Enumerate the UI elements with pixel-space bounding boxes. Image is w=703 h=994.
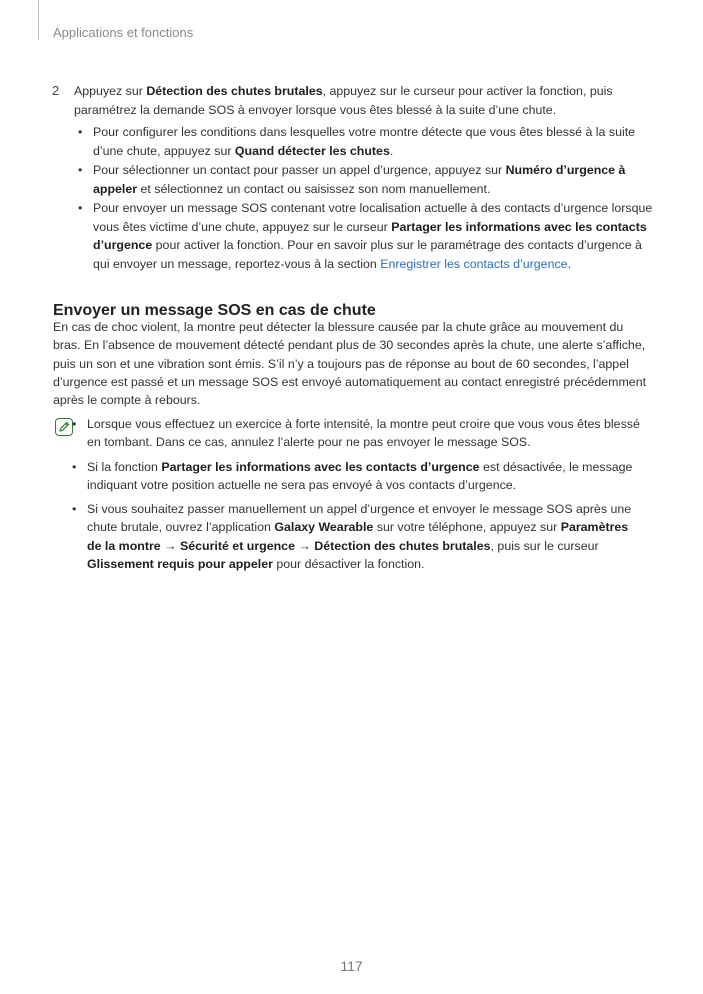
step-bullet-list [74, 123, 657, 273]
text-run: → [294, 538, 315, 553]
note-item [68, 458, 646, 495]
section-header: Applications et fonctions [53, 25, 194, 40]
ui-term: Partager les informations avec les contacts d’urgence [161, 459, 480, 474]
step-instruction [74, 82, 657, 119]
step-number: 2 [52, 83, 60, 98]
text-run: pour désactiver la fonction. [272, 557, 425, 572]
text-run: est désactivée, le message indiquant votre position actuelle ne sera pas envoyé à vos contacts d’urgence. [87, 459, 633, 492]
text-run: . [389, 143, 394, 158]
header-divider [38, 0, 39, 40]
text-run: . [567, 256, 572, 271]
page-number: 117 [340, 958, 363, 974]
text-run: Pour sélectionner un contact pour passer un appel d’urgence, appuyez sur [93, 163, 506, 177]
text-run: Appuyez sur [74, 84, 147, 98]
section-title: Envoyer un message SOS en cas de chute [53, 302, 376, 320]
ui-term: Glissement requis pour appeler [87, 557, 273, 572]
text-run: Si vous souhaitez passer manuellement un appel d’urgence et envoyer le message SOS après une chute brutale, ouvrez l’application [87, 502, 632, 535]
step-2 [52, 82, 657, 274]
text-run: sur votre téléphone, appuyez sur [373, 520, 561, 535]
step-bullet-item [74, 199, 657, 273]
text-run: , appuyez sur le curseur pour activer la fonction, puis paramétrez la demande SOS à envoyer lorsque vous êtes blessé à la suite d’une chute. [74, 84, 613, 117]
ui-term: Détection des chutes brutales [314, 538, 491, 553]
text-run: pour activer la fonction. Pour en savoir plus sur le paramétrage des contacts d’urgence à qui envoyer un message, reportez-vous à la section [93, 238, 642, 271]
ui-term: Quand détecter les chutes [234, 143, 390, 158]
text-run: Lorsque vous effectuez un exercice à forte intensité, la montre peut croire que vous vous êtes blessé en tombant. Dans ce cas, annulez l’alerte pour ne pas envoyer le message SOS. [87, 417, 640, 450]
cross-reference-link[interactable]: Enregistrer les contacts d’urgence [380, 256, 568, 271]
ui-term: Sécurité et urgence [179, 538, 295, 553]
ui-term: Partager les informations avec les contacts d’urgence [93, 219, 647, 252]
text-run: , puis sur le curseur [490, 538, 599, 553]
ui-term: Galaxy Wearable [274, 520, 374, 535]
text-run: → [160, 538, 180, 553]
step-bullet-item [74, 161, 657, 198]
text-run: Si la fonction [87, 459, 162, 474]
text-run: et sélectionnez un contact ou saisissez son nom manuellement. [137, 181, 491, 196]
note-item [68, 415, 646, 452]
step-bullet-item [74, 123, 657, 160]
note-list [68, 415, 646, 579]
text-run: Pour configurer les conditions dans lesquelles votre montre détecte que vous êtes blessé à la suite d’une chute, appuyez sur [93, 125, 636, 158]
ui-term: Numéro d’urgence à appeler [93, 163, 626, 196]
ui-term: Paramètres de la montre [87, 520, 629, 553]
ui-term: Détection des chutes brutales [146, 84, 323, 98]
section-paragraph: En cas de choc violent, la montre peut détecter la blessure causée par la chute grâce au mouvement du bras. En l’absence de mouvement détecté pendant plus de 30 secondes après la chute, une alerte s’affiche, puis un son et une vibration sont émis. S’il n’y a toujours pas de réponse au bout de 60 secondes, l’appel d’urgence est passé et un message SOS est envoyé automatiquement au contact enregistré précédemment après le compte à rebours. [53, 320, 647, 408]
text-run: Pour envoyer un message SOS contenant votre localisation actuelle à des contacts d’urgence lorsque vous êtes victime d’une chute, appuyez sur le curseur [93, 201, 653, 234]
note-item [68, 500, 646, 573]
